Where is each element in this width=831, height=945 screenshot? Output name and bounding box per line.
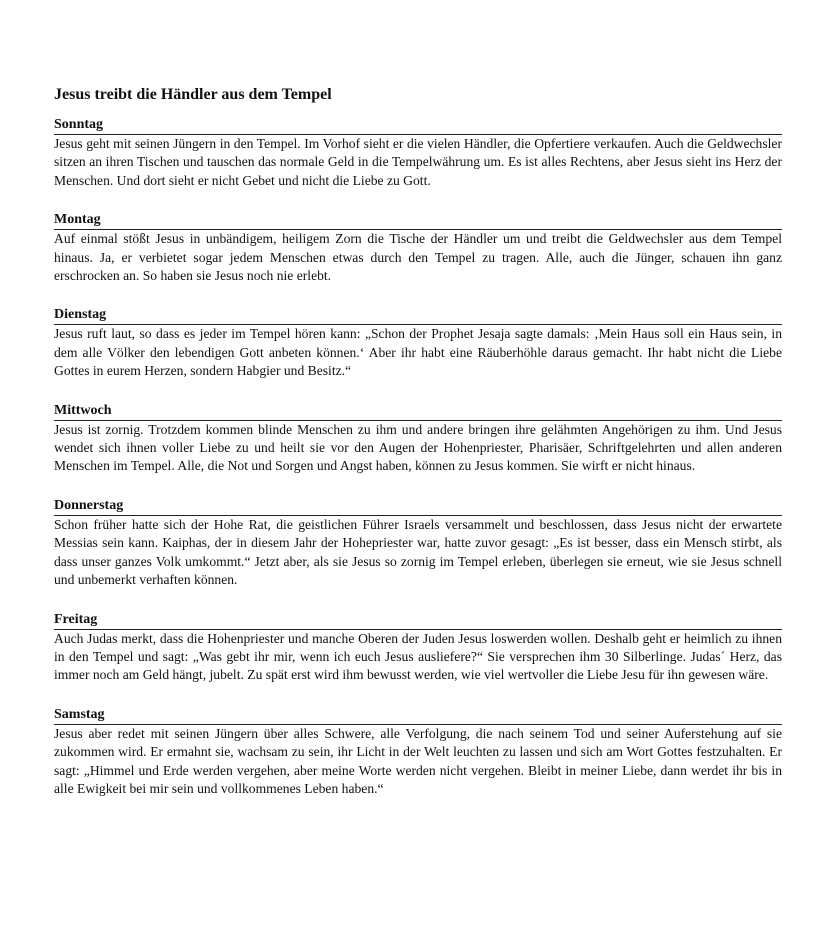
day-heading: Montag xyxy=(54,211,782,230)
day-section-freitag xyxy=(54,611,782,685)
day-heading: Samstag xyxy=(54,706,782,725)
day-text: Auch Judas merkt, dass die Hohenpriester und manche Oberen der Juden Jesus loswerden wollen. Deshalb geht er heimlich zu ihnen in den Tempel und sagt: „Was gebt ihr mir, wenn ich euch Jesus ausliefere?“ Sie versprechen ihm 30 Silberlinge. Judas´ Herz, das immer noch am Geld hängt, jubelt. Zu spät erst wird ihm bewusst werden, wie viel wertvoller die Liebe Jesu für ihn gewesen wäre. xyxy=(54,630,782,683)
document-page xyxy=(54,84,782,819)
day-text: Auf einmal stößt Jesus in unbändigem, heiligem Zorn die Tische der Händler um und treibt die Geldwechsler aus dem Tempel hinaus. Ja, er verbietet sogar jedem Menschen etwas durch den Tempel zu tragen. Alle, auch die Jünger, schauen ihn ganz erschrocken an. So haben sie Jesus noch nie erlebt. xyxy=(54,231,782,284)
day-section-donnerstag xyxy=(54,497,782,590)
day-section-montag xyxy=(54,211,782,285)
day-heading: Sonntag xyxy=(54,116,782,135)
day-text: Jesus ist zornig. Trotzdem kommen blinde Menschen zu ihm und andere bringen ihre gelähmten Angehörigen zu ihm. Und Jesus wendet sich ihnen voller Liebe zu und heilt sie vor den Augen der Hohenpriester, Pharisäer, Schriftgelehrten und allen anderen Menschen im Tempel. Alle, die Not und Sorgen und Angst haben, können zu Jesus kommen. Sie wirft er nicht hinaus. xyxy=(54,421,782,474)
day-section-samstag xyxy=(54,706,782,799)
day-section-mittwoch xyxy=(54,402,782,476)
day-text: Jesus geht mit seinen Jüngern in den Tempel. Im Vorhof sieht er die vielen Händler, die Opfertiere verkaufen. Auch die Geldwechsler sitzen an ihren Tischen und tauschen das normale Geld in die Tempelwährung um. Es ist alles Rechtens, aber Jesus sieht ins Herz der Menschen. Und dort sieht er nicht Gebet und nicht die Liebe zu Gott. xyxy=(54,136,782,188)
day-text: Jesus aber redet mit seinen Jüngern über alles Schwere, alle Verfolgung, die nach seinem Tod und seiner Auferstehung auf sie zukommen wird. Er ermahnt sie, wachsam zu sein, ihr Licht in der Welt leuchten zu lassen und sich am Wort Gottes festzuhalten. Er sagt: „Himmel und Erde werden vergehen, aber meine Worte werden nicht vergehen. Bleibt in meiner Liebe, dann werdet ihr bis in alle Ewigkeit bei mir sein und vollkommenes Leben haben.“ xyxy=(54,725,782,796)
day-text: Schon früher hatte sich der Hohe Rat, die geistlichen Führer Israels versammelt und beschlossen, dass Jesus nicht der erwartete Messias sein kann. Kaiphas, der in diesem Jahr der Hohepriester war, hatte zuvor gesagt: „Es ist besser, dass ein Mensch stirbt, als dass unser ganzes Volk umkommt.“ Jetzt aber, als sie Jesus so zornig im Tempel erleben, überlegen sie erneut, wie sie Jesus schnell und unbemerkt verhaften können. xyxy=(54,516,782,588)
day-heading: Freitag xyxy=(54,611,782,630)
document-title: Jesus treibt die Händler aus dem Tempel xyxy=(54,86,332,103)
day-text: Jesus ruft laut, so dass es jeder im Tempel hören kann: „Schon der Prophet Jesaja sagte damals: ‚Mein Haus soll ein Haus sein, in dem alle Völker den lebendigen Gott anbeten können.‘ Aber ihr habt eine Räuberhöhle daraus gemacht. Ihr habt nicht die Liebe Gottes in eurem Herzen, sondern Habgier und Besitz.“ xyxy=(54,326,782,379)
day-section-dienstag xyxy=(54,306,782,380)
day-heading: Donnerstag xyxy=(54,497,782,516)
day-heading: Dienstag xyxy=(54,306,782,325)
day-section-sonntag xyxy=(54,116,782,190)
day-heading: Mittwoch xyxy=(54,402,782,421)
